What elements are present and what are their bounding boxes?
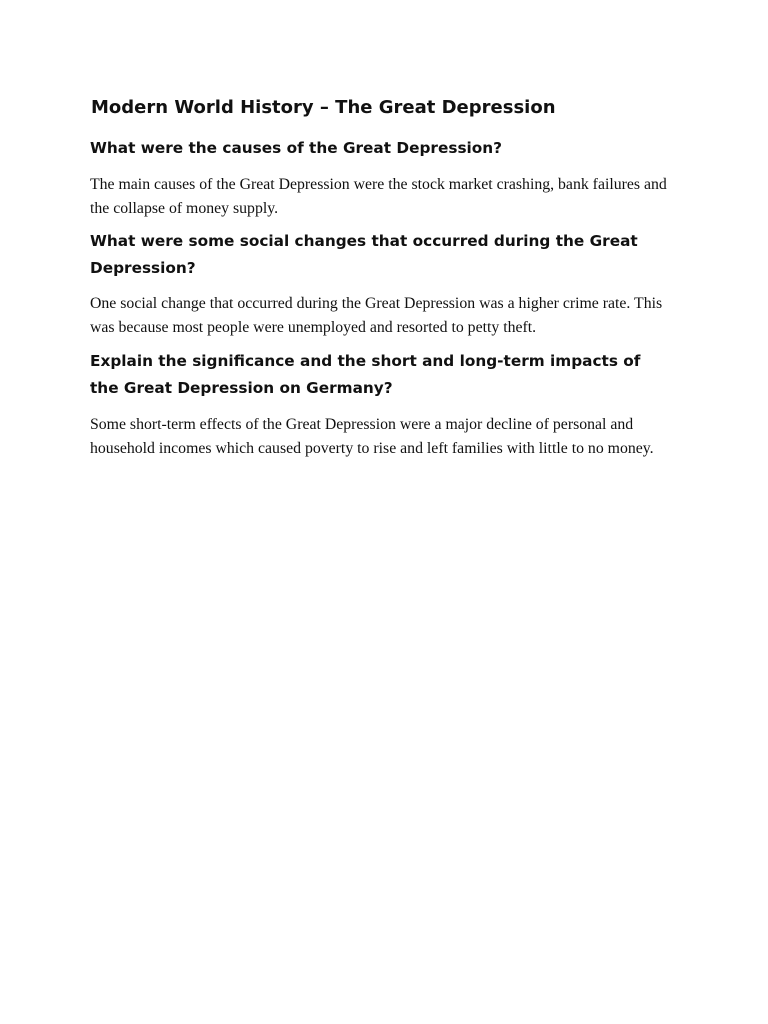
answer-paragraph-social-changes: One social change that occurred during the Great Depression was a higher crime rate. This was because most people were unemployed and resorted to petty theft. bbox=[90, 295, 663, 336]
question-heading-social-changes: What were some social changes that occurred during the Great Depression? bbox=[90, 232, 638, 277]
question-heading-germany-impacts: Explain the significance and the short and long-term impacts of the Great Depression on Germany? bbox=[90, 352, 641, 397]
document-title: Modern World History – The Great Depression bbox=[91, 97, 556, 118]
answer-paragraph-causes: The main causes of the Great Depression were the stock market crashing, bank failures and the collapse of money supply. bbox=[90, 176, 667, 217]
answer-paragraph-germany-impacts: Some short-term effects of the Great Depression were a major decline of personal and household incomes which caused poverty to rise and left families with little to no money. bbox=[90, 416, 654, 457]
question-heading-causes: What were the causes of the Great Depression? bbox=[90, 139, 503, 157]
